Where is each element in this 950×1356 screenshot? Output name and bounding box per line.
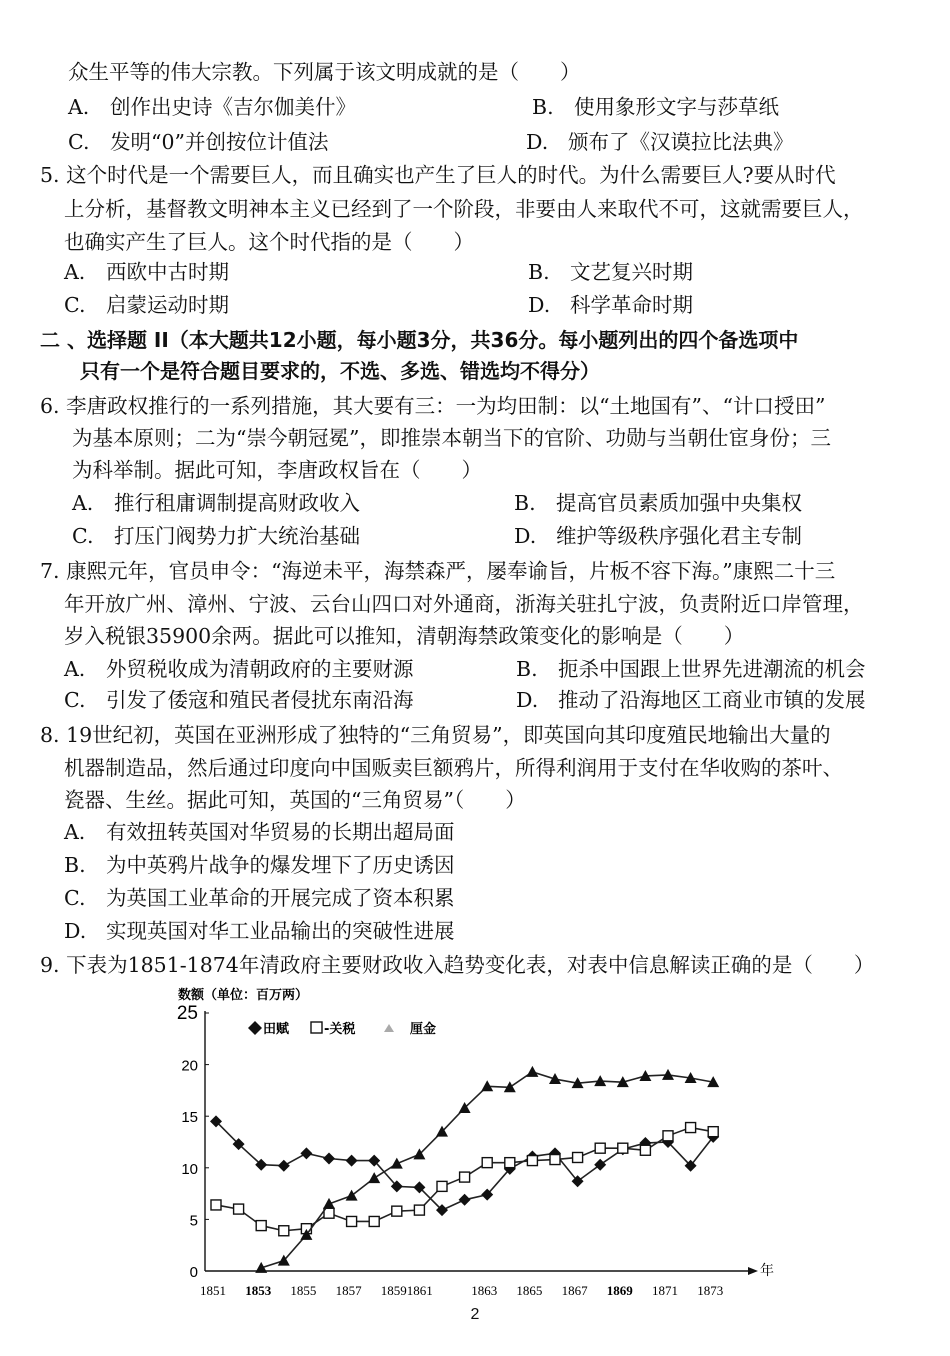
option-text: 颁布了《汉谟拉比法典》 — [568, 130, 794, 154]
option-text: 为英国工业革命的开展完成了资本积累 — [106, 886, 455, 910]
data-point-厘金 — [549, 1073, 561, 1084]
q5-line-1: 5. 这个时代是一个需要巨人，而且确实也产生了巨人的时代。为什么需要巨人?要从时代 — [40, 163, 836, 187]
option-label: D. — [64, 919, 87, 943]
data-point-关税 — [527, 1156, 537, 1166]
y-tick-label: 10 — [181, 1160, 198, 1178]
data-point-厘金 — [526, 1066, 538, 1077]
series-line-厘金 — [261, 1072, 713, 1268]
q7-option-c — [64, 686, 414, 714]
option-label: D. — [514, 524, 537, 548]
data-point-厘金 — [346, 1190, 358, 1201]
q5-option-c — [64, 291, 229, 319]
q6-line-2: 为基本原则；二为“崇今朝冠冕”，即推崇本朝当下的官阶、功勋与当朝仕宦身份；三 — [72, 426, 831, 450]
data-point-厘金 — [255, 1262, 267, 1273]
x-tick-label: 1857 — [335, 1283, 362, 1298]
q4-option-a — [68, 93, 356, 121]
option-label: B. — [532, 95, 554, 119]
data-point-关税 — [618, 1143, 628, 1153]
data-point-厘金 — [368, 1172, 380, 1183]
x-tick-label: 1863 — [471, 1283, 498, 1298]
legend-triangle-marker — [384, 1024, 394, 1032]
x-axis-title: 年 — [760, 1263, 774, 1279]
x-tick-label: 1873 — [697, 1283, 724, 1298]
legend-diamond-marker — [248, 1021, 262, 1035]
data-point-关税 — [392, 1206, 402, 1216]
x-tick-label: 1855 — [290, 1283, 317, 1298]
data-point-关税 — [482, 1158, 492, 1168]
data-point-关税 — [347, 1216, 357, 1226]
y-tick-label: 25 — [176, 1003, 198, 1024]
section-2-title-line-2: 只有一个是符合题目要求的，不选、多选、错选均不得分） — [80, 359, 600, 383]
q6-option-b — [514, 489, 802, 517]
x-tick-label: 18591861 — [380, 1283, 433, 1298]
data-point-关税 — [211, 1200, 221, 1210]
option-label: A. — [64, 820, 86, 844]
option-text: 有效扭转英国对华贸易的长期出超局面 — [106, 820, 455, 844]
section-2-title-line-1: 二 、选择题 II（本大题共12小题，每小题3分，共36分。每小题列出的四个备选项中 — [40, 328, 799, 352]
data-point-关税 — [414, 1205, 424, 1215]
q4-option-d — [526, 128, 794, 156]
data-point-田赋 — [459, 1194, 471, 1206]
q8-line-3: 瓷器、生丝。据此可知，英国的“三角贸易”（ ） — [64, 788, 526, 812]
option-text: 扼杀中国跟上世界先进潮流的机会 — [558, 657, 866, 681]
x-tick-label: 1853 — [245, 1283, 272, 1298]
data-point-关税 — [686, 1123, 696, 1133]
data-point-关税 — [708, 1127, 718, 1137]
data-point-关税 — [369, 1216, 379, 1226]
data-point-田赋 — [323, 1153, 335, 1165]
option-text: 西欧中古时期 — [106, 260, 229, 284]
data-point-关税 — [640, 1145, 650, 1155]
page-number: 2 — [470, 1306, 480, 1323]
data-point-关税 — [595, 1143, 605, 1153]
x-tick-label: 1871 — [652, 1283, 678, 1298]
q9-stem: 9. 下表为1851-1874年清政府主要财政收入趋势变化表，对表中信息解读正确的是（ ） — [40, 953, 875, 977]
data-point-田赋 — [300, 1147, 312, 1159]
data-point-关税 — [256, 1221, 266, 1231]
q7-option-a — [64, 655, 414, 683]
option-label: C. — [68, 130, 90, 154]
q6-line-3: 为科举制。据此可知，李唐政权旨在（ ） — [72, 458, 482, 482]
data-point-关税 — [437, 1181, 447, 1191]
q7-line-2: 年开放广州、漳州、宁波、云台山四口对外通商，浙海关驻扎宁波，负责附近口岸管理， — [64, 592, 864, 616]
option-label: C. — [64, 886, 86, 910]
q7-line-1: 7. 康熙元年，官员申令：“海逆未平，海禁森严，屡奉谕旨，片板不容下海。”康熙二十三 — [40, 559, 836, 583]
y-tick-label: 15 — [181, 1109, 198, 1127]
option-text: 外贸税收成为清朝政府的主要财源 — [106, 657, 414, 681]
option-text: 引发了倭寇和殖民者侵扰东南沿海 — [106, 688, 414, 712]
option-label: D. — [528, 293, 551, 317]
data-point-关税 — [505, 1158, 515, 1168]
q5-line-2: 上分析，基督教文明神本主义已经到了一个阶段，非要由人来取代不可，这就需要巨人， — [64, 197, 864, 221]
data-point-田赋 — [278, 1160, 290, 1172]
q7-line-3: 岁入税银35900余两。据此可以推知，清朝海禁政策变化的影响是（ ） — [64, 624, 745, 648]
option-label: A. — [64, 260, 86, 284]
option-text: 创作出史诗《吉尔伽美什》 — [110, 95, 356, 119]
x-axis-arrow — [748, 1267, 758, 1275]
x-tick-label: 1869 — [606, 1283, 633, 1298]
q6-line-1: 6. 李唐政权推行的一系列措施，其大要有三：一为均田制：以“土地国有”、“计口授田” — [40, 394, 826, 418]
q8-option-b — [64, 851, 455, 879]
option-label: C. — [64, 293, 86, 317]
option-label: C. — [72, 524, 94, 548]
legend-square-marker — [311, 1022, 322, 1033]
q6-option-a — [72, 489, 360, 517]
data-point-田赋 — [594, 1159, 606, 1171]
q5-line-3: 也确实产生了巨人。这个时代指的是（ ） — [64, 230, 474, 254]
option-label: D. — [516, 688, 539, 712]
q5-option-b — [528, 258, 693, 286]
data-point-关税 — [663, 1131, 673, 1141]
x-tick-label: 1851 — [200, 1283, 226, 1298]
q6-option-c — [72, 522, 360, 550]
option-text: 打压门阀势力扩大统治基础 — [114, 524, 360, 548]
option-text: 维护等级秩序强化君主专制 — [556, 524, 802, 548]
q8-option-d — [64, 917, 455, 945]
q8-line-1: 8. 19世纪初，英国在亚洲形成了独特的“三角贸易”，即英国向其印度殖民地输出大量的 — [40, 723, 831, 747]
option-text: 提高官员素质加强中央集权 — [556, 491, 802, 515]
option-label: B. — [528, 260, 550, 284]
option-label: A. — [68, 95, 90, 119]
q6-option-d — [514, 522, 802, 550]
data-point-关税 — [234, 1204, 244, 1214]
q4-option-c — [68, 128, 329, 156]
y-tick-label: 5 — [189, 1212, 198, 1230]
data-point-关税 — [279, 1226, 289, 1236]
q4-stem-tail: 众生平等的伟大宗教。下列属于该文明成就的是（ ） — [68, 60, 581, 84]
data-point-厘金 — [391, 1158, 403, 1169]
option-text: 实现英国对华工业品输出的突破性进展 — [106, 919, 455, 943]
option-label: A. — [64, 657, 86, 681]
q5-option-d — [528, 291, 693, 319]
q8-option-a — [64, 818, 455, 846]
q8-line-2: 机器制造品，然后通过印度向中国贩卖巨额鸦片，所得利润用于支付在华收购的茶叶、 — [64, 756, 843, 780]
option-text: 发明“0”并创按位计值法 — [110, 130, 329, 154]
option-label: C. — [64, 688, 86, 712]
y-tick-label: 0 — [189, 1264, 198, 1281]
legend-item-lijin: 厘金 — [410, 1022, 437, 1037]
data-point-关税 — [550, 1155, 560, 1165]
legend-item-tianfu: 田赋 — [263, 1022, 290, 1037]
option-label: B. — [514, 491, 536, 515]
option-text: 科学革命时期 — [570, 293, 693, 317]
q4-option-b — [532, 93, 779, 121]
data-point-田赋 — [346, 1155, 358, 1167]
data-point-厘金 — [323, 1198, 335, 1209]
x-tick-label: 1865 — [516, 1283, 543, 1298]
option-label: B. — [64, 853, 86, 877]
q5-option-a — [64, 258, 229, 286]
option-text: 使用象形文字与莎草纸 — [574, 95, 779, 119]
legend-item-guanshui: -关税 — [324, 1022, 356, 1037]
option-label: B. — [516, 657, 538, 681]
x-tick-label: 1867 — [561, 1283, 588, 1298]
option-text: 推动了沿海地区工商业市镇的发展 — [558, 688, 866, 712]
q7-option-b — [516, 655, 866, 683]
y-axis-title: 数额（单位：百万两） — [178, 988, 309, 1003]
option-text: 为中英鸦片战争的爆发埋下了历史诱因 — [106, 853, 455, 877]
data-point-关税 — [573, 1152, 583, 1162]
option-label: D. — [526, 130, 549, 154]
q8-option-c — [64, 884, 455, 912]
option-label: A. — [72, 491, 94, 515]
option-text: 文艺复兴时期 — [570, 260, 693, 284]
q7-option-d — [516, 686, 866, 714]
option-text: 推行租庸调制提高财政收入 — [114, 491, 360, 515]
data-point-关税 — [460, 1172, 470, 1182]
fiscal-revenue-chart — [160, 980, 780, 1300]
y-tick-label: 20 — [181, 1057, 198, 1075]
option-text: 启蒙运动时期 — [106, 293, 229, 317]
